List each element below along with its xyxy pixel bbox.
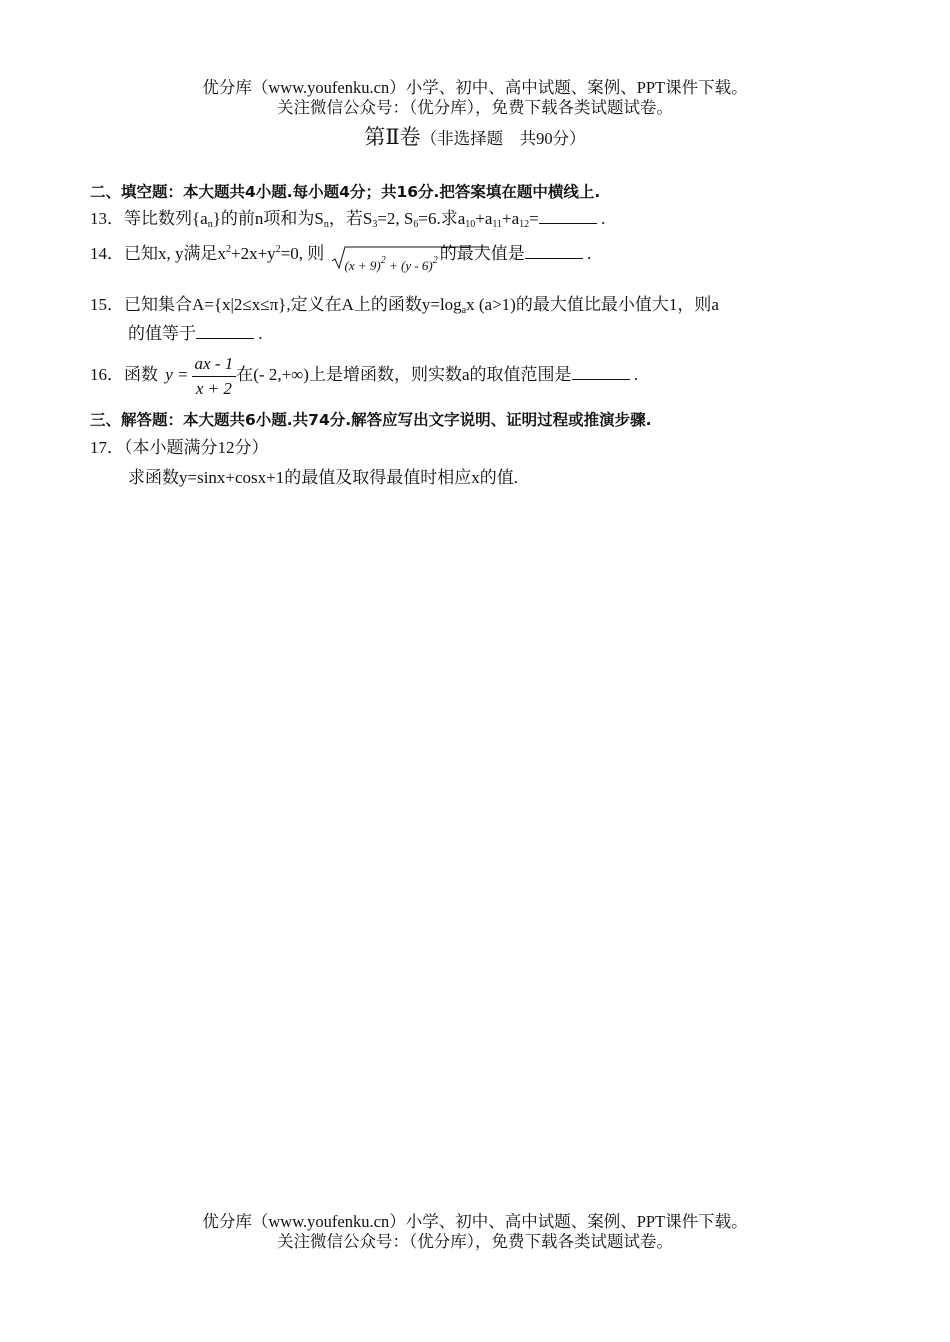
subscript: n	[207, 219, 213, 230]
answer-blank[interactable]	[196, 322, 254, 339]
superscript: 2	[275, 244, 281, 255]
footer-line-2: 关注微信公众号：（优分库），免费下载各类试题试卷。	[277, 1232, 673, 1251]
q13-end: .	[596, 209, 606, 228]
question-number: 13．	[90, 209, 124, 228]
sqrt-expression	[331, 246, 438, 273]
fraction-denominator: x + 2	[195, 378, 232, 398]
q13-text: 等比数列{a	[124, 209, 208, 228]
radicand-part: (x + 9)	[344, 258, 381, 273]
q15-text: x (a>1)的最大值比最小值大1，则a	[466, 295, 719, 314]
fraction	[192, 353, 237, 400]
question-13	[90, 207, 605, 237]
q13-text: =6.求a	[418, 209, 466, 228]
answer-blank[interactable]	[539, 207, 597, 224]
answer-blank[interactable]	[572, 363, 630, 380]
subscript: 12	[519, 219, 530, 230]
function-y: y =	[165, 365, 189, 384]
header-line-1: 优分库（www.youfenku.cn）小学、初中、高中试题、案例、PPT课件下载。	[202, 78, 748, 97]
q13-text: +a	[475, 209, 493, 228]
question-15-line-1	[90, 293, 719, 323]
q16-text: 函数	[124, 365, 158, 384]
footer-line-1: 优分库（www.youfenku.cn）小学、初中、高中试题、案例、PPT课件下载。	[202, 1212, 748, 1231]
radicand-part: + (y - 6)	[385, 258, 433, 273]
q13-text: +a	[502, 209, 520, 228]
question-number: 17．	[90, 438, 124, 457]
q17-score-note: （本小题满分12分）	[124, 438, 269, 457]
question-17-body: 求函数y=sinx+cosx+1的最值及取得最值时相应x的值.	[128, 468, 519, 487]
q15-text: 的值等于	[128, 324, 196, 343]
question-number: 15．	[90, 295, 124, 314]
superscript: 2	[380, 255, 386, 266]
question-number: 16．	[90, 365, 124, 384]
header-line-2: 关注微信公众号：（优分库），免费下载各类试题试卷。	[277, 98, 673, 117]
question-number: 14．	[90, 244, 124, 263]
section-3-heading: 三、解答题：本大题共6小题.共74分.解答应写出文字说明、证明过程或推演步骤.	[90, 411, 652, 429]
sqrt-radicand	[344, 255, 438, 273]
q13-text: }的前n项和为S	[212, 209, 324, 228]
superscript: 2	[226, 244, 231, 255]
volume-title-main: 第Ⅱ卷	[364, 125, 421, 149]
q16-text: 在(- 2,+∞)上是增函数，则实数a的取值范围是	[236, 365, 572, 384]
question-17	[90, 436, 269, 460]
fraction-numerator: ax - 1	[192, 353, 237, 377]
superscript: 2	[432, 255, 438, 266]
subscript: 6	[413, 219, 419, 230]
q13-text: =2, S	[377, 209, 414, 228]
q13-text: ，若S	[328, 209, 373, 228]
q14-end: .	[582, 244, 592, 263]
subscript: 11	[492, 219, 503, 230]
subscript: n	[323, 219, 329, 230]
q14-text: 的最大值是	[439, 244, 525, 263]
section-2-heading: 二、填空题：本大题共4小题.每小题4分；共16分.把答案填在题中横线上.	[90, 183, 601, 201]
q14-text: =0, 则	[280, 244, 325, 263]
question-14	[90, 238, 592, 273]
volume-title-sub: （非选择题 共90分）	[420, 129, 586, 148]
subscript: a	[461, 305, 467, 316]
q15-end: .	[254, 324, 263, 343]
answer-blank[interactable]	[525, 242, 583, 259]
question-15-line-2	[128, 322, 263, 346]
q13-text: =	[529, 209, 539, 228]
question-16	[90, 350, 638, 400]
q15-text: 已知集合A={x|2≤x≤π},定义在A上的函数y=log	[124, 295, 462, 314]
subscript: 10	[465, 219, 476, 230]
q14-text: 已知x, y满足x	[124, 244, 226, 263]
q14-text: +2x+y	[231, 244, 276, 263]
q16-end: .	[629, 365, 638, 384]
volume-title	[0, 121, 950, 151]
subscript: 3	[372, 219, 378, 230]
